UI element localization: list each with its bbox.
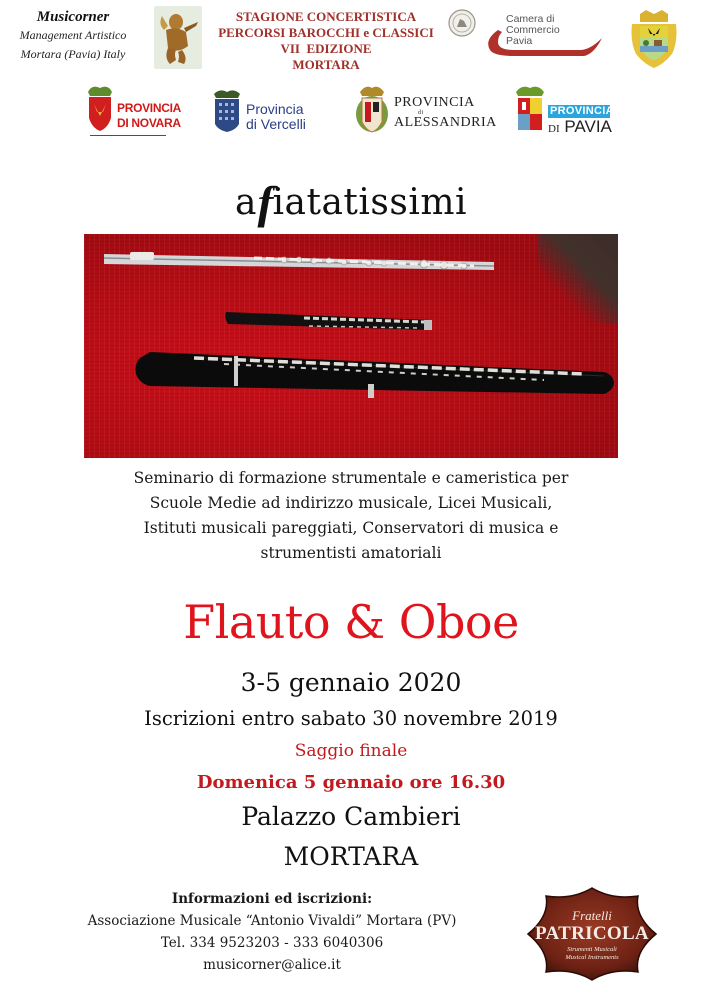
event-dates: 3-5 gennaio 2020 xyxy=(240,668,462,697)
patricola-logo xyxy=(526,886,658,982)
contact-email[interactable]: musicorner@alice.it xyxy=(203,957,341,973)
provincia-alessandria-logo xyxy=(354,84,497,138)
organizer-line-1: Management Artistico xyxy=(19,28,127,42)
patricola-line-4: Musical Instruments xyxy=(565,954,619,961)
provincia-novara-logo xyxy=(84,84,181,138)
season-line-1: STAGIONE CONCERTISTICA xyxy=(235,9,417,24)
contact-association: Associazione Musicale “Antonio Vivaldi” Mortara (PV) xyxy=(87,913,457,929)
alessandria-small: di xyxy=(418,110,424,116)
contact-heading: Informazioni ed iscrizioni: xyxy=(171,891,373,907)
novara-line-1: PROVINCIA xyxy=(117,101,181,115)
alessandria-line-1: PROVINCIA xyxy=(394,95,475,110)
vercelli-line-1: Provincia xyxy=(246,101,304,117)
contact-phone[interactable]: Tel. 334 9523203 - 333 6040306 xyxy=(160,935,384,951)
pavia-line-1: PROVINCIA xyxy=(550,105,614,117)
final-recital-label: Saggio finale xyxy=(294,741,408,761)
mortara-coat-of-arms-icon xyxy=(628,10,680,70)
patricola-line-1: Fratelli xyxy=(572,908,612,923)
event-headline: Flauto & Oboe xyxy=(183,595,519,649)
description-line-4: strumentisti amatoriali xyxy=(260,544,442,562)
description-line-2: Scuole Medie ad indirizzo musicale, Licei Musicali, xyxy=(149,494,553,512)
season-line-3: VII EDIZIONE xyxy=(280,41,372,56)
registration-deadline: Iscrizioni entro sabato 30 novembre 2019 xyxy=(144,707,558,730)
organizer-block xyxy=(10,8,136,64)
alessandria-line-2: ALESSANDRIA xyxy=(394,115,497,130)
venue-name: Palazzo Cambieri xyxy=(241,802,461,831)
title-prefix: a xyxy=(234,182,257,223)
venue-city: MORTARA xyxy=(283,842,419,871)
contact-info xyxy=(52,888,492,976)
final-recital-datetime: Domenica 5 gennaio ore 16.30 xyxy=(196,772,506,793)
description-line-1: Seminario di formazione strumentale e cameristica per xyxy=(133,469,569,487)
patricola-line-2: PATRICOLA xyxy=(535,923,649,944)
novara-line-2: DI NOVARA xyxy=(117,116,181,130)
description-line-3: Istituti musicali pareggiati, Conservatori di musica e xyxy=(143,519,559,537)
camera-commercio-logo xyxy=(484,12,604,57)
pavia-line-2: PAVIA xyxy=(564,117,612,136)
provincia-pavia-logo xyxy=(514,84,614,138)
title-rest: iatatissimi xyxy=(272,182,468,223)
organizer-line-2: Mortara (Pavia) Italy xyxy=(20,47,126,61)
camera-line-1: Camera di Commercio xyxy=(506,13,560,36)
camera-line-2: Pavia xyxy=(506,35,533,47)
cherub-violin-image xyxy=(154,6,202,69)
pavia-small: DI xyxy=(548,123,560,135)
title-ff-ligature: ff xyxy=(256,177,263,228)
season-line-2: PERCORSI BAROCCHI e CLASSICI xyxy=(218,25,434,40)
event-title xyxy=(0,172,702,228)
patricola-line-3: Strumenti Musicali xyxy=(567,946,617,953)
organizer-name: Musicorner xyxy=(36,9,110,25)
provincia-vercelli-logo xyxy=(212,84,316,138)
university-seal-icon xyxy=(448,9,476,37)
seminar-description xyxy=(60,466,642,566)
instruments-photo xyxy=(84,234,618,458)
season-line-4: MORTARA xyxy=(292,57,360,72)
vercelli-line-2: di Vercelli xyxy=(246,116,306,132)
season-title xyxy=(200,9,452,73)
